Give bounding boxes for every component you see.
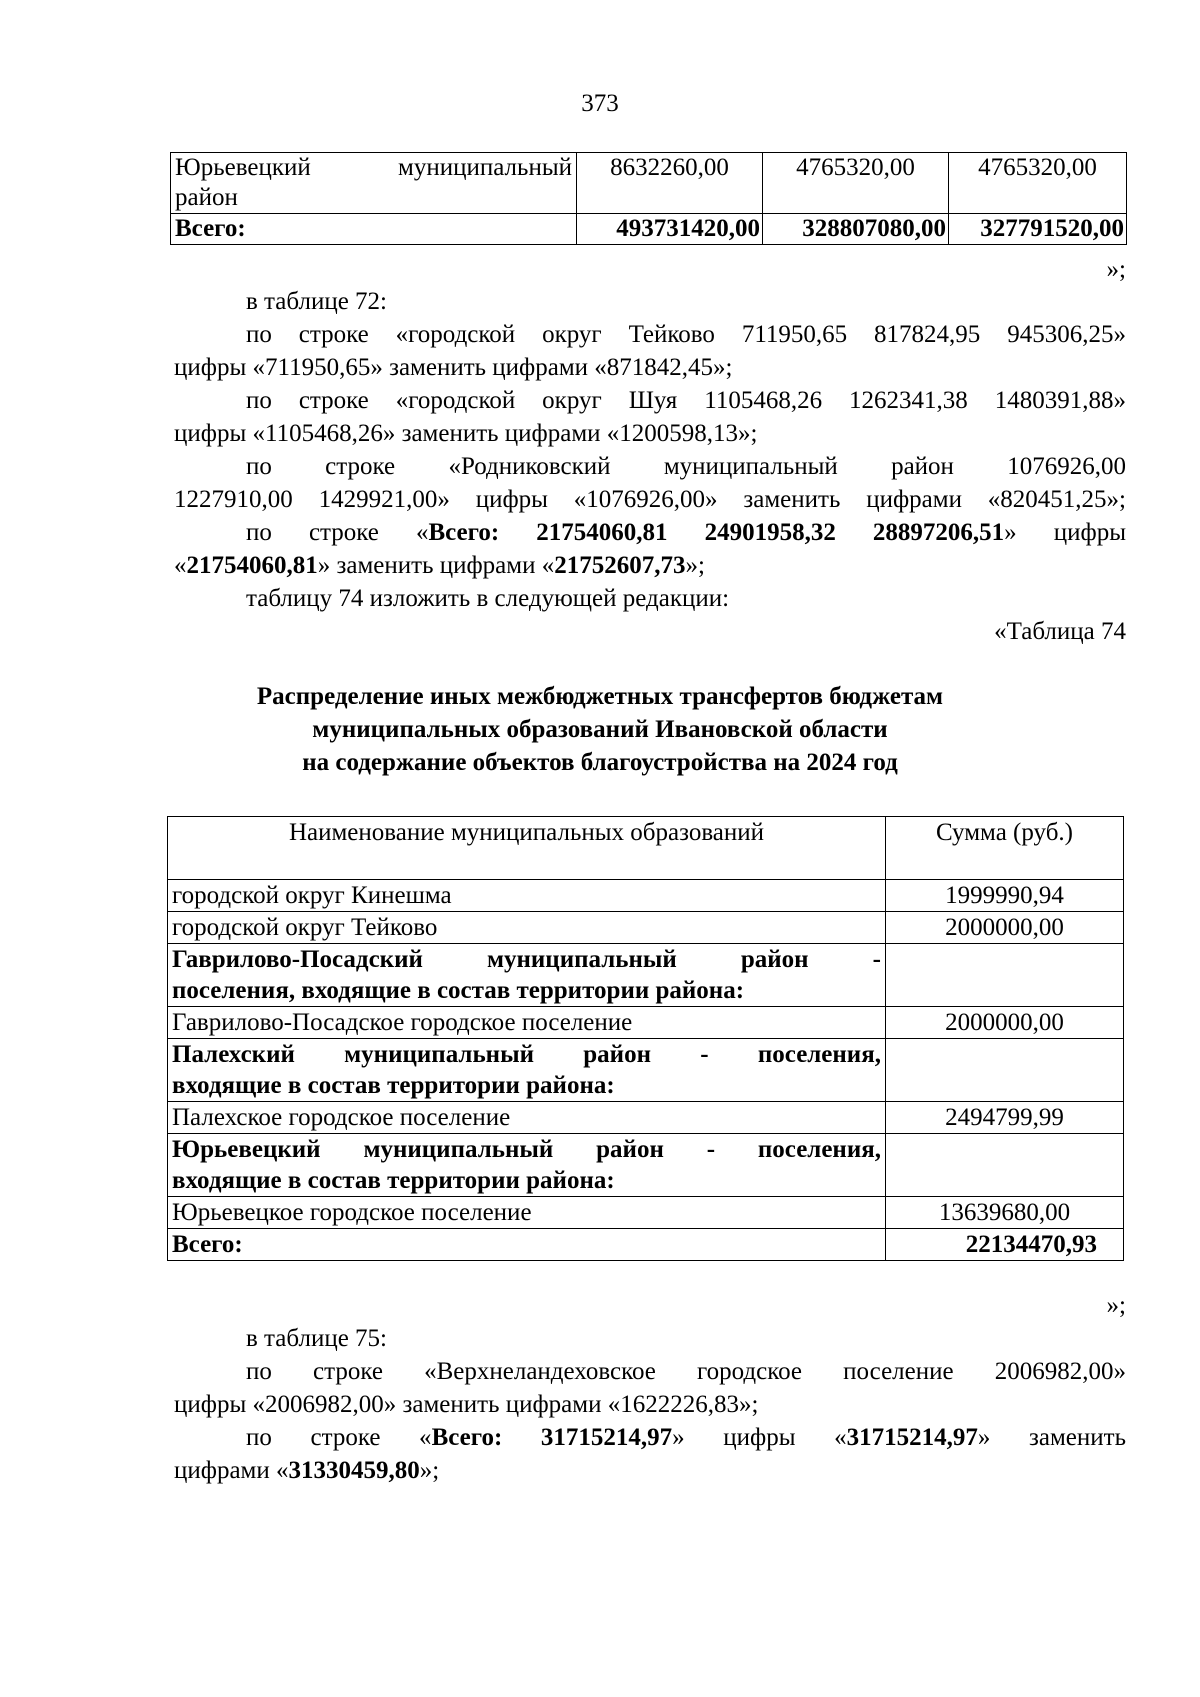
bold-text: Всего: 21754060,81 24901958,32 28897206,51 — [428, 519, 1005, 546]
text: »; — [685, 552, 705, 579]
quote-close: »; — [1106, 1292, 1126, 1319]
table-row — [168, 880, 1124, 912]
municipality-name: городской округ Кинешма — [168, 880, 886, 912]
group-name — [168, 1039, 886, 1102]
sum-value: 1999990,94 — [886, 880, 1124, 912]
group-name-line: Юрьевецкий муниципальный район - поселения, — [172, 1136, 881, 1163]
continuation-table — [170, 152, 1127, 245]
total-value: 327791520,00 — [949, 214, 1127, 245]
value-cell: 4765320,00 — [763, 153, 949, 214]
total-value: 493731420,00 — [577, 214, 763, 245]
paragraph: в таблице 72: — [246, 288, 388, 315]
table-heading — [0, 680, 1200, 779]
text: » цифры « — [672, 1424, 847, 1451]
paragraph: таблицу 74 изложить в следующей редакции: — [246, 585, 730, 612]
paragraph: по строке «городской округ Шуя 1105468,26 1262341,38 1480391,88» — [246, 387, 1126, 414]
row-name-part: муниципальный — [398, 154, 572, 181]
total-value: 22134470,93 — [886, 1229, 1124, 1261]
table-row-group — [168, 1039, 1124, 1102]
quote-close: »; — [1106, 256, 1126, 283]
column-header-name: Наименование муниципальных образований — [168, 817, 886, 880]
table-row — [168, 1007, 1124, 1039]
group-name-line: поселения, входящие в состав территории района: — [172, 977, 745, 1004]
sum-value: 13639680,00 — [886, 1197, 1124, 1229]
group-name-line: входящие в состав территории района: — [172, 1167, 615, 1194]
group-name-line: Палехский муниципальный район - поселения, — [172, 1041, 881, 1068]
paragraph — [174, 1454, 1126, 1487]
bold-text: 31330459,80 — [288, 1457, 420, 1484]
text: »; — [419, 1457, 440, 1484]
heading-line: на содержание объектов благоустройства на 2024 год — [302, 749, 898, 776]
bold-text: 21752607,73 — [554, 552, 686, 579]
paragraph: по строке «Родниковский муниципальный район 1076926,00 — [246, 453, 1126, 480]
sum-value — [886, 1134, 1124, 1197]
text: по строке « — [246, 519, 429, 546]
table-header-row — [168, 817, 1124, 880]
text: по строке « — [246, 1424, 432, 1451]
paragraph — [246, 516, 1126, 549]
text: » заменить цифрами « — [317, 552, 555, 579]
total-value: 328807080,00 — [763, 214, 949, 245]
municipality-name: Юрьевецкое городское поселение — [168, 1197, 886, 1229]
paragraph — [174, 549, 1126, 582]
paragraph: по строке «городской округ Тейково 711950,65 817824,95 945306,25» — [246, 321, 1126, 348]
sum-value: 2494799,99 — [886, 1102, 1124, 1134]
value-cell: 8632260,00 — [577, 153, 763, 214]
table-label: «Таблица 74 — [994, 618, 1126, 645]
paragraph: цифры «2006982,00» заменить цифрами «1622226,83»; — [174, 1391, 759, 1418]
table-row — [171, 153, 1127, 214]
total-label: Всего: — [171, 214, 577, 245]
municipality-name: городской округ Тейково — [168, 912, 886, 944]
paragraph: цифры «1105468,26» заменить цифрами «1200598,13»; — [174, 420, 758, 447]
group-name-line: Гаврилово-Посадский муниципальный район - — [172, 946, 881, 973]
table-row-group — [168, 1134, 1124, 1197]
table-row — [168, 1197, 1124, 1229]
group-name-line: входящие в состав территории района: — [172, 1072, 615, 1099]
table-row-total — [168, 1229, 1124, 1261]
text: » заменить — [977, 1424, 1126, 1451]
heading-line: муниципальных образований Ивановской области — [312, 716, 888, 743]
sum-value — [886, 1039, 1124, 1102]
municipality-name: Палехское городское поселение — [168, 1102, 886, 1134]
table-row — [168, 1102, 1124, 1134]
row-name-part: район — [175, 184, 238, 211]
bold-text: Всего: 31715214,97 — [431, 1424, 673, 1451]
distribution-table — [167, 816, 1124, 1261]
heading-line: Распределение иных межбюджетных трансфертов бюджетам — [256, 683, 944, 710]
row-name-part: Юрьевецкий — [175, 154, 311, 181]
table-row-group — [168, 944, 1124, 1007]
bold-text: 21754060,81 — [186, 552, 318, 579]
text: цифрами « — [174, 1457, 289, 1484]
sum-value: 2000000,00 — [886, 1007, 1124, 1039]
page-number: 373 — [581, 90, 619, 117]
table-row-total — [171, 214, 1127, 245]
row-name-cell — [171, 153, 577, 214]
text: « — [174, 552, 187, 579]
municipality-name: Гаврилово-Посадское городское поселение — [168, 1007, 886, 1039]
bold-text: 31715214,97 — [846, 1424, 978, 1451]
paragraph: по строке «Верхнеландеховское городское поселение 2006982,00» — [246, 1358, 1126, 1385]
paragraph — [246, 1421, 1126, 1454]
value-cell: 4765320,00 — [949, 153, 1127, 214]
paragraph: цифры «711950,65» заменить цифрами «871842,45»; — [174, 354, 733, 381]
column-header-sum: Сумма (руб.) — [886, 817, 1124, 880]
total-label: Всего: — [168, 1229, 886, 1261]
group-name — [168, 944, 886, 1007]
table-row — [168, 912, 1124, 944]
paragraph: 1227910,00 1429921,00» цифры «1076926,00» заменить цифрами «820451,25»; — [174, 486, 1126, 513]
text: » цифры — [1004, 519, 1126, 546]
sum-value — [886, 944, 1124, 1007]
paragraph: в таблице 75: — [246, 1325, 388, 1352]
sum-value: 2000000,00 — [886, 912, 1124, 944]
group-name — [168, 1134, 886, 1197]
